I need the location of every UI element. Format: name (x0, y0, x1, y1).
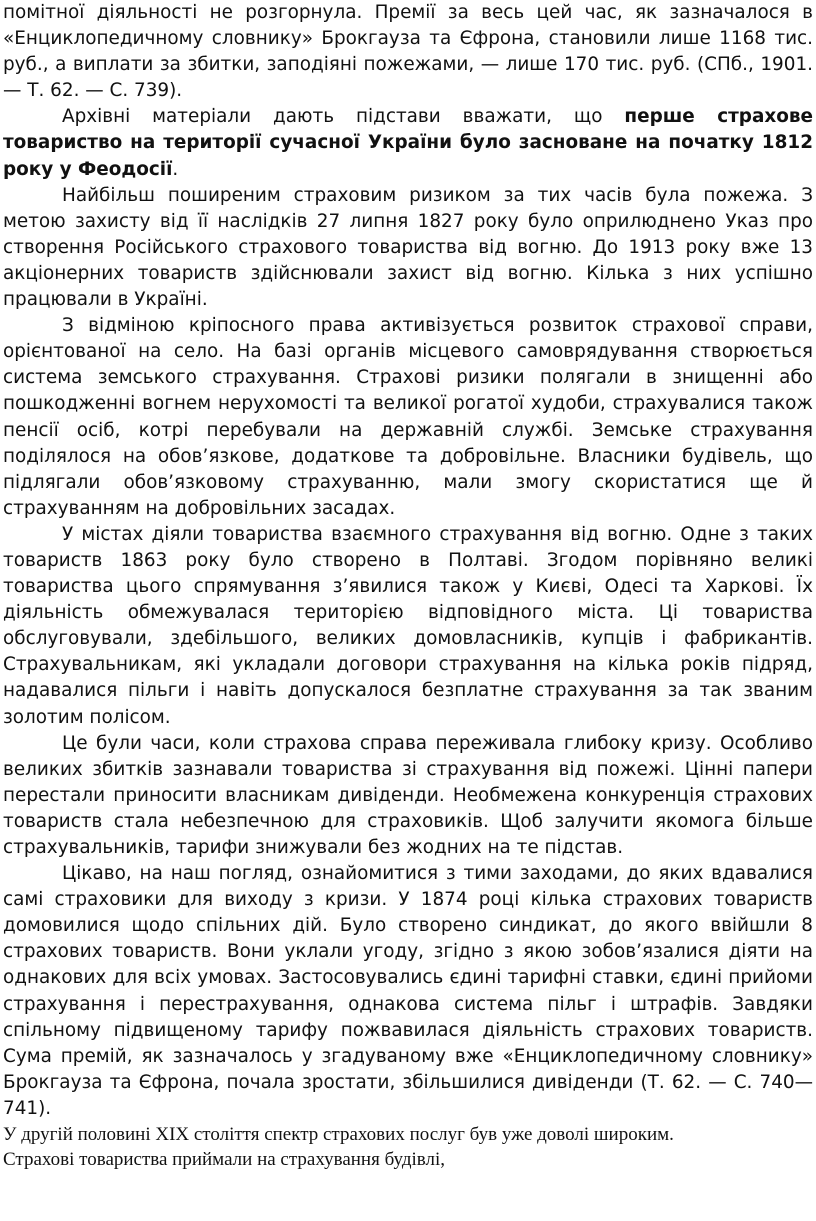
paragraph-lead-text: Архівні матеріали дають підстави вважати, що (62, 106, 625, 128)
paragraph-crisis: Це були часи, коли страхова справа переживала глибоку кризу. Особливо великих збитків зазнавали товариства зі страхування від пожежі. Цінні папери перестали приносити власникам дивіденди. Необмежена конкуренція страхових товариств стала небезпечною для страховиків. Щоб залучити якомога більше страхувальників, тарифи знижували без жодних на те підстав. (3, 732, 813, 858)
paragraph-zemstvo-insurance: З відміною кріпосного права активізується розвиток страхової справи, орієнтованої на село. На базі органів місцевого самоврядування створюється система земського страхування. Страхові ризики полягали в знищенні або пошкодженні вогнем нерухомості та великої рогатої худоби, страхувалися також пенсії осіб, котрі перебували на державній службі. Земське страхування поділялося на обов’язкове, додаткове та добровільне. Власники будівель, що підлягали обов’язковому страхуванню, мали змогу скористатися ще й страхуванням на добровільних засадах. (3, 315, 813, 519)
paragraph-continuation: помітної діяльності не розгорнула. Премії за весь цей час, як зазначалося в «Енциклопедичному словнику» Брокгауза та Єфрона, становили лише 1168 тис. руб., а виплати за збитки, заподіяні пожежами, — лише 170 тис. руб. (СПб., 1901. — Т. 62. — С. 739). (3, 2, 813, 102)
serif-line-2: Страхові товариства приймали на страхування будівлі, (3, 1149, 446, 1171)
bold-highlight-text: перше страхове товариство на території сучасної України було засноване на початку 1812 року у Феодосії (3, 106, 813, 180)
paragraph-syndicate: Цікаво, на наш погляд, ознайомитися з тими заходами, до яких вдавалися самі страховики для виходу з кризи. У 1874 році кілька страхових товариств домовилися щодо спільних дій. Було створено синдикат, до якого ввійшли 8 страхових товариств. Вони уклали угоду, згідно з якою зобов’язалися діяти на однакових для всіх умовах. Застосовувались єдині тарифні ставки, єдині прийоми страхування і перестрахування, однакова система пільг і штрафів. Завдяки спільному підвищеному тарифу пожвавилася діяльність страхових товариств. Сума премій, як зазначалось у згадуваному вже «Енциклопедичному словнику» Брокгауза та Єфрона, почала зростати, збільшилися дивіденди (Т. 62. — С. 740—741). (3, 863, 813, 1119)
paragraph-fire-risk: Найбільш поширеним страховим ризиком за тих часів була пожежа. З метою захисту від її наслідків 27 липня 1827 року було оприлюднено Указ про створення Російського страхового товариства від вогню. До 1913 року вже 13 акціонерних товариств здійснювали захист від вогню. Кілька з них успішно працювали в Україні. (3, 184, 813, 311)
serif-line-1: У другій половині XIX століття спектр страхових послуг був уже доволі широким. (3, 1124, 674, 1146)
paragraph-first-insurance-company (3, 104, 813, 182)
paragraph-mutual-insurance: У містах діяли товариства взаємного страхування від вогню. Одне з таких товариств 1863 року було створено в Полтаві. Згодом порівняно великі товариства цього спрямування з’явилися також у Києві, Одесі та Харкові. Їх діяльність обмежувалася територією відповідного міста. Ці товариства обслуговували, здебільшого, великих домовласників, купців і фабрикантів. Страхувальникам, які укладали договори страхування на кілька років підряд, надавалися пільги і навіть допускалося безплатне страхування за так званим золотим полісом. (3, 523, 813, 728)
paragraph-end-punctuation: . (172, 158, 179, 180)
